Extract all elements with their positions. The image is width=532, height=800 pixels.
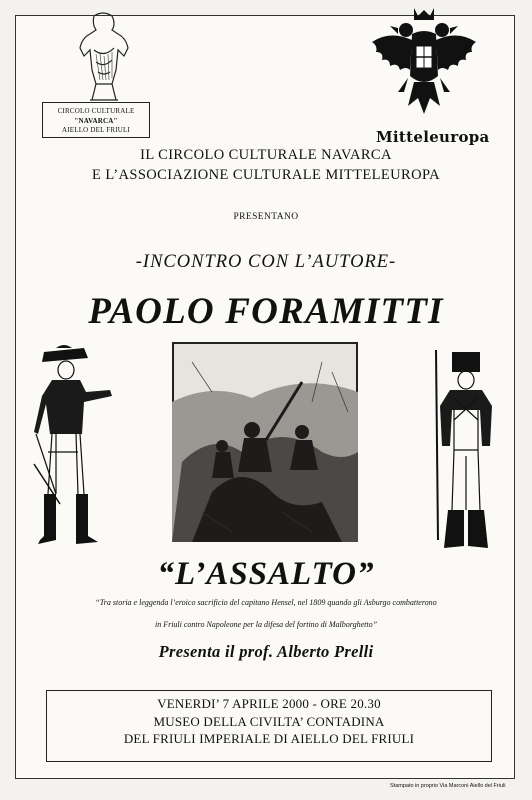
circolo-line-2: "NAVARCA" xyxy=(74,116,118,125)
mitteleuropa-wordmark: Mitteleuropa xyxy=(376,128,490,146)
event-type-heading: -INCONTRO CON L’AUTORE- xyxy=(135,252,397,272)
circolo-navarca-logo xyxy=(42,10,152,138)
author-name: PAOLO FORAMITTI xyxy=(88,291,444,332)
circolo-line-3: AIELLO DEL FRIULI xyxy=(61,126,131,134)
organizer-line-1: IL CIRCOLO CULTURALE NAVARCA xyxy=(140,147,392,163)
battle-scene-illustration xyxy=(172,342,358,542)
book-quote-line-2: in Friuli contro Napoleone per la difesa del fortino di Malborghetto” xyxy=(154,620,378,629)
double-headed-eagle-icon xyxy=(368,6,480,128)
book-quote-line-1: “Tra storia e leggenda l’eroico sacrificio del capitano Hensel, nel 1809 quando gli Asburgo combatterono xyxy=(95,598,437,607)
presenter-line: Presenta il prof. Alberto Prelli xyxy=(158,642,374,661)
circolo-label-box xyxy=(42,102,150,138)
event-venue-line-2: DEL FRIULI IMPERIALE DI AIELLO DEL FRIULI xyxy=(123,731,415,746)
circolo-line-1: CIRCOLO CULTURALE xyxy=(57,107,135,115)
mitteleuropa-logo xyxy=(368,6,490,156)
austrian-infantry-illustration xyxy=(426,350,506,550)
organizer-line-2: E L’ASSOCIAZIONE CULTURALE MITTELEUROPA xyxy=(92,167,440,183)
printer-note: Stampato in proprio Via Marconi Aiello del Friuli xyxy=(390,783,506,789)
event-details-box xyxy=(46,690,492,762)
event-date-line: VENERDI’ 7 APRILE 2000 - ORE 20.30 xyxy=(157,696,381,711)
presentano-label: PRESENTANO xyxy=(233,212,299,222)
classical-torso-icon xyxy=(72,10,134,102)
napoleonic-officer-illustration xyxy=(26,344,116,554)
book-title: “L’ASSALTO” xyxy=(157,556,375,592)
event-venue-line-1: MUSEO DELLA CIVILTA’ CONTADINA xyxy=(153,713,385,729)
